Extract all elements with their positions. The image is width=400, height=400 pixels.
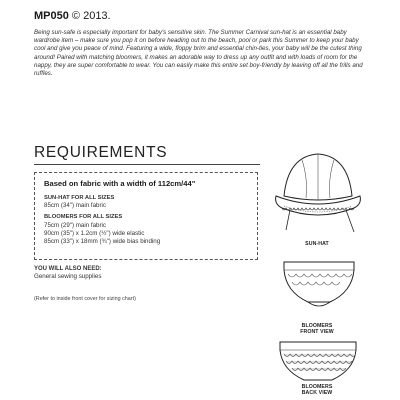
bloomers-heading: BLOOMERS FOR ALL SIZES [44,214,123,220]
intro-paragraph: Being sun-safe is especially important for baby's sensitive skin. The Summer Carnival sun-hat is an essential baby wardrobe item – make sure you pop it on before heading out to the beach, pool or park this Summer to keep your baby cool and give you peace of mind. Featuring a wide, floppy brim and essential chin-ties, your baby will be the cutest thing around! Paired with matching bloomers, it makes an adorable way to dress up any outfit and with loads of room for the nappy, they are super comfortable to wear. You can easily make this entire set boy-friendly by leaving off all the frills and ruffles. [34,29,363,78]
sunhat-label: SUN-HAT [305,241,329,247]
bloomers-line: 85cm (33") x 18mm (¾") wide bias binding [44,238,161,245]
requirements-title: REQUIREMENTS [34,144,168,161]
bloomers-front-label: BLOOMERS [301,323,333,329]
sizing-note: (Refer to inside front cover for sizing chart) [34,296,136,302]
bloomers-line: 90cm (35") x 1.2cm (½") wide elastic [44,230,145,237]
bloomers-line: 75cm (29") main fabric [44,222,107,229]
requirements-divider [34,164,260,165]
pattern-code-line [34,10,111,22]
pattern-code: MP050 [34,10,69,22]
sunhat-line: 85cm (34") main fabric [44,202,107,209]
bloomers-front-illustration-icon [262,252,372,322]
fabric-width-heading: Based on fabric with a width of 112cm/44" [44,179,196,188]
copyright: © 2013. [71,10,111,22]
also-need-heading: YOU WILL ALSO NEED: [34,266,102,272]
bloomers-front-sublabel: FRONT VIEW [300,329,334,335]
also-need-item: General sewing supplies [34,273,102,280]
sunhat-illustration-icon [262,138,372,248]
bloomers-back-sublabel: BACK VIEW [301,390,333,396]
bloomers-back-label: BLOOMERS [301,384,333,390]
sunhat-heading: SUN-HAT FOR ALL SIZES [44,195,115,201]
